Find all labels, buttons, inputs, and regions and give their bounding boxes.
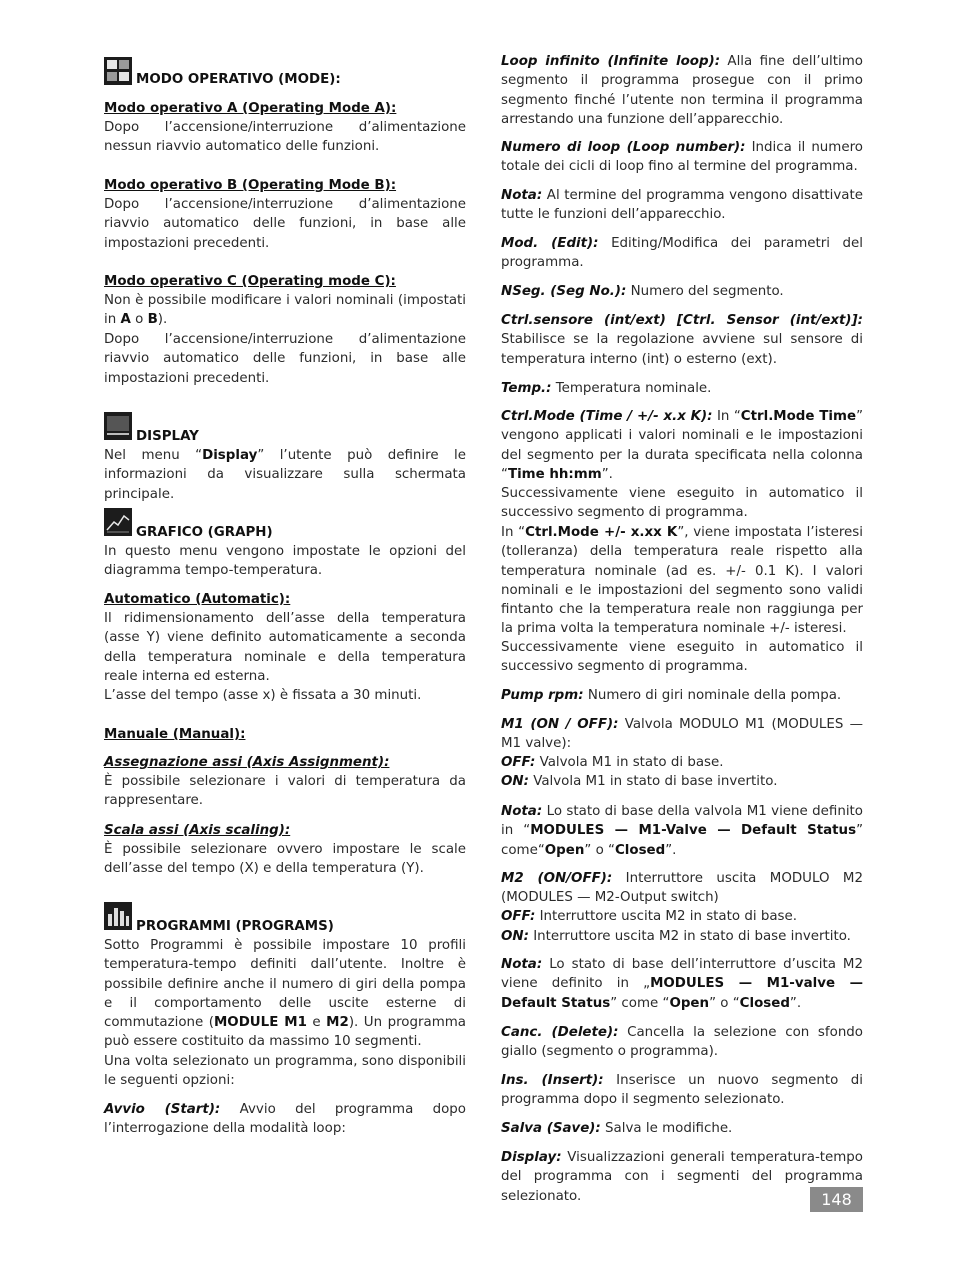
m1-off: OFF: Valvola M1 in stato di base. bbox=[501, 755, 724, 770]
m2-off: OFF: Interruttore uscita M2 in stato di base. bbox=[501, 909, 797, 924]
mode-heading: MODO OPERATIVO (MODE): bbox=[136, 72, 341, 87]
mode-c-title: Modo operativo C (Operating mode C): bbox=[104, 274, 396, 289]
programs-text-2: Una volta selezionato un programma, sono disponibili le seguenti opzioni: bbox=[104, 1054, 466, 1089]
page-number: 148 bbox=[810, 1187, 863, 1212]
graph-auto-text-2: L’asse del tempo (asse x) è fissata a 30 minuti. bbox=[104, 688, 422, 703]
mode-b-title: Modo operativo B (Operating Mode B): bbox=[104, 178, 397, 193]
mode-abc-icon bbox=[104, 57, 132, 85]
display-heading: DISPLAY bbox=[136, 429, 199, 444]
graph-auto-text: Il ridimensionamento dell’asse della temperatura (asse Y) viene definito automaticamente a seconda della temperatura nominale e della temperatura reale interna ed esterna. bbox=[104, 611, 466, 684]
graph-curve-icon bbox=[104, 508, 132, 536]
graph-manual-title: Manuale (Manual): bbox=[104, 727, 246, 742]
graph-heading: GRAFICO (GRAPH) bbox=[136, 525, 273, 540]
note-2: Nota: Lo stato di base della valvola M1 viene definito in “MODULES — M1-Valve — Default Status” come“Open” o “Closed”. bbox=[501, 804, 863, 858]
insert-entry: Ins. (Insert): Inserisce un nuovo segmento di programma dopo il segmento selezionato. bbox=[501, 1073, 864, 1108]
programs-start: Avvio (Start): Avvio del programma dopo l’interrogazione della modalità loop: bbox=[104, 1102, 466, 1137]
graph-assign-text: È possibile selezionare i valori di temperatura da rappresentare. bbox=[104, 774, 466, 809]
graph-scale-text: È possibile selezionare ovvero impostare le scale dell’asse del tempo (X) e della temperatura (Y). bbox=[104, 842, 466, 877]
ctrl-mode-p4: Successivamente viene eseguito in automatico il successivo segmento di programma. bbox=[501, 640, 863, 675]
mode-c-text: Non è possibile modificare i valori nominali (impostati in A o B). bbox=[104, 293, 466, 328]
pump-entry: Pump rpm: Numero di giri nominale della pompa. bbox=[501, 688, 842, 703]
programs-heading: PROGRAMMI (PROGRAMS) bbox=[136, 919, 334, 934]
display-text: Nel menu “Display” l’utente può definire le informazioni da visualizzare sulla schermata principale. bbox=[104, 448, 466, 502]
edit-entry: Mod. (Edit): Editing/Modifica dei parametri del programma. bbox=[501, 236, 863, 271]
ctrl-mode-p3: In “Ctrl.Mode +/- x.xx K”, viene impostata l’isteresi (tolleranza) della temperatura reale rispetto alla temperatura nominale (ad es. +/- 0.1 K). I valori nominali e le impostazioni del segmento sono validi fintanto che la temperatura reale non raggiunga per la prima volta la temperatura nominale +/- isteresi. bbox=[501, 525, 863, 637]
ctrl-mode-entry: Ctrl.Mode (Time / +/- x.x K): In “Ctrl.Mode Time” vengono applicati i valori nominali e le impostazioni del segmento per la durata specificata nella colonna “Time hh:mm”. bbox=[501, 409, 863, 482]
mode-b-text: Dopo l’accensione/interruzione d’alimentazione riavvio automatico delle funzioni, in base alle impostazioni precedenti. bbox=[104, 197, 466, 251]
m2-on: ON: Interruttore uscita M2 in stato di base invertito. bbox=[501, 929, 851, 944]
mode-a-text: Dopo l’accensione/interruzione d’alimentazione nessun riavvio automatico delle funzioni. bbox=[104, 120, 466, 155]
note-3: Nota: Lo stato di base dell’interruttore d’uscita M2 viene definito in „MODULES — M1-valve — Default Status” come “Open” o “Closed”. bbox=[501, 957, 863, 1011]
graph-scale-title: Scala assi (Axis scaling): bbox=[104, 823, 291, 838]
graph-auto-title: Automatico (Automatic): bbox=[104, 592, 291, 607]
note-1: Nota: Al termine del programma vengono disattivate tutte le funzioni dell’apparecchio. bbox=[501, 188, 863, 223]
mode-c-text-2: Dopo l’accensione/interruzione d’alimentazione riavvio automatico delle funzioni, in base alle impostazioni precedenti. bbox=[104, 332, 466, 386]
loop-infinite: Loop infinito (Infinite loop): Alla fine dell’ultimo segmento il programma prosegue con il primo segmento finché l’utente non termina il programma arrestando una funzione dell’apparecchio. bbox=[501, 54, 863, 127]
ctrl-mode-p2: Successivamente viene eseguito in automatico il successivo segmento di programma. bbox=[501, 486, 863, 521]
graph-intro: In questo menu vengono impostate le opzioni del diagramma tempo-temperatura. bbox=[104, 544, 466, 579]
display-screen-icon bbox=[104, 412, 132, 440]
graph-assign-title: Assegnazione assi (Axis Assignment): bbox=[104, 755, 390, 770]
save-entry: Salva (Save): Salva le modifiche. bbox=[501, 1121, 733, 1136]
display-entry: Display: Visualizzazioni generali temperatura-tempo del programma con i segmenti del programma selezionato. bbox=[501, 1150, 863, 1204]
ctrl-sensor-entry: Ctrl.sensore (int/ext) [Ctrl. Sensor (int/ext)]: Stabilisce se la regolazione avviene sul sensore di temperatura interno (int) o esterno (ext). bbox=[501, 313, 863, 367]
m1-entry: M1 (ON / OFF): Valvola MODULO M1 (MODULES — M1 valve): bbox=[501, 717, 863, 752]
programs-bars-icon bbox=[104, 902, 132, 930]
programs-text: Sotto Programmi è possibile impostare 10 profili temperatura-tempo definiti dall’utente. Inoltre è possibile definire anche il numero di giri della pompa e il comportamento delle uscite esterne di commutazione (MODULE M1 e M2). Un programma può essere costituito da massimo 10 segmenti. bbox=[104, 938, 467, 1050]
m1-on: ON: Valvola M1 in stato di base invertito. bbox=[501, 774, 778, 789]
temp-entry: Temp.: Temperatura nominale. bbox=[501, 381, 712, 396]
mode-a-title: Modo operativo A (Operating Mode A): bbox=[104, 101, 397, 116]
delete-entry: Canc. (Delete): Cancella la selezione con sfondo giallo (segmento o programma). bbox=[501, 1025, 863, 1060]
m2-entry: M2 (ON/OFF): Interruttore uscita MODULO M2 (MODULES — M2-Output switch) bbox=[501, 871, 863, 906]
nseg-entry: NSeg. (Seg No.): Numero del segmento. bbox=[501, 284, 784, 299]
loop-number: Numero di loop (Loop number): Indica il numero totale dei cicli di loop fino al termine del programma. bbox=[501, 140, 863, 175]
